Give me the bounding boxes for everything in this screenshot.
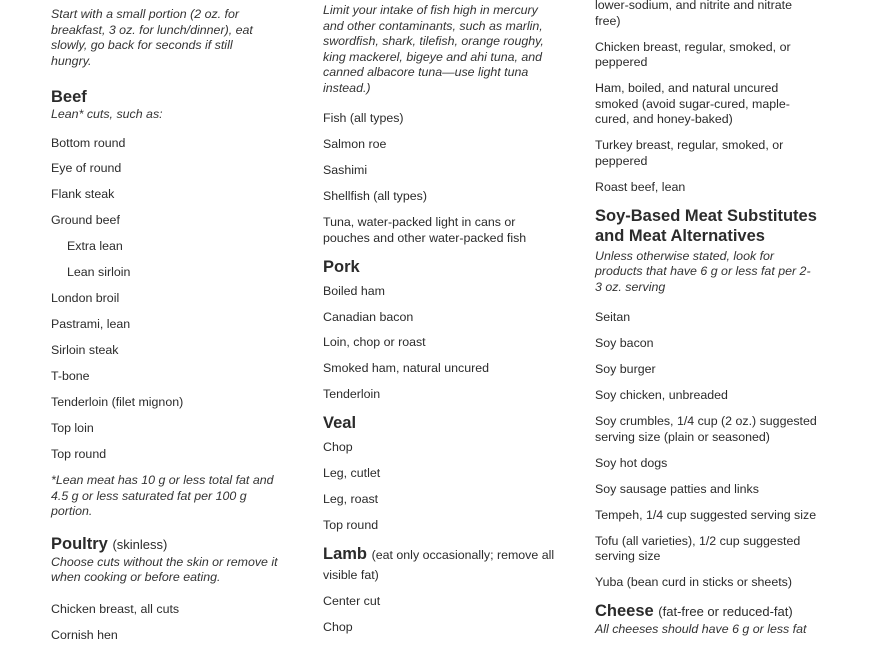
poultry-qualifier: (skinless) [112,536,168,552]
list-item: Soy bacon [595,336,654,351]
list-item: Soy sausage patties and links [595,481,759,496]
fish-list [323,111,559,246]
beef-heading: Beef [51,88,87,106]
list-item: Fish (all types) [323,111,404,125]
veal-list [323,440,559,534]
list-item: Chop [323,440,353,455]
list-item: Turkey breast, regular, smoked, or peppered [595,138,784,168]
list-item: Sirloin steak [51,343,119,358]
list-item: Chop [323,620,353,635]
mercury-note: Limit your intake of fish high in mercury and other contaminants, such as marlin, swordfish, shark, tilefish, orange roughy, king mackerel, bigeye and ahi tuna, and canned albacore tuna—use light tuna instead.) [323,3,544,95]
poultry-list [51,602,287,644]
lamb-title: Lamb [323,545,368,564]
list-item: Chicken breast, regular, smoked, or peppered [595,39,791,70]
list-item: Sashimi [323,162,368,177]
list-item: Top round [323,518,379,533]
lamb-heading [323,544,557,584]
list-item: Cornish hen [51,627,118,642]
list-item: Yuba (bean curd in sticks or sheets) [595,575,792,590]
list-item: Canadian bacon [323,309,414,324]
list-item: Tuna, water-packed light in cans or pouches and other water-packed fish [323,214,527,245]
list-item: Tenderloin (filet mignon) [51,395,184,410]
list-item: Shellfish (all types) [323,188,427,203]
portion-intro: Start with a small portion (2 oz. for breakfast, 3 oz. for lunch/dinner), eat slowly, go back for seconds if still hungry. [51,7,253,68]
deli-list [595,0,835,196]
lamb-qualifier: (eat only occasionally; remove all visible fat) [323,548,555,583]
list-item: Loin, chop or roast [323,335,426,350]
list-item: Soy crumbles, 1/4 cup (2 oz.) suggested serving size (plain or seasoned) [595,414,817,444]
list-item: Tempeh, 1/4 cup suggested serving size [595,507,817,522]
list-item: Lean sirloin [67,265,131,280]
list-item: Chicken breast, all cuts [51,601,180,616]
list-item: Top round [51,447,107,462]
list-item: Soy hot dogs [595,455,668,470]
list-item: Center cut [323,594,381,609]
cheese-title: Cheese [595,602,654,621]
list-item: lower-sodium, and nitrite and nitrate free) [595,0,792,28]
lean-meat-footnote: *Lean meat has 10 g or less total fat and 4.5 g or less saturated fat per 100 g portion. [51,473,274,519]
beef-list [51,136,287,463]
poultry-note: Choose cuts without the skin or remove it when cooking or before eating. [51,554,278,585]
cheese-note: All cheeses should have 6 g or less fat [595,622,807,637]
soy-heading: Soy-Based Meat Substitutes and Meat Alternatives [595,206,817,245]
list-item: London broil [51,291,120,306]
soy-list [595,310,835,591]
list-item: Extra lean [67,239,123,254]
list-item: Tenderloin [323,387,381,402]
soy-note: Unless otherwise stated, look for products that have 6 g or less fat per 2-3 oz. serving [595,248,811,294]
pork-heading: Pork [323,257,360,276]
poultry-title: Poultry [51,534,108,553]
list-item: Seitan [595,310,631,325]
veal-heading: Veal [323,414,357,433]
list-item: Tofu (all varieties), 1/2 cup suggested serving size [595,533,801,564]
list-item: Roast beef, lean [595,179,686,194]
column-2 [323,0,559,646]
cheese-qualifier: (fat-free or reduced-fat) [658,604,793,620]
column-3 [595,0,835,638]
list-item: Bottom round [51,135,126,150]
list-item: Top loin [51,421,94,436]
list-item: Ground beef [51,213,120,228]
beef-note: Lean* cuts, such as: [51,107,163,121]
list-item: Soy burger [595,362,656,377]
list-item: Ham, boiled, and natural uncured smoked (avoid sugar-cured, maple-cured, and honey-baked) [595,81,790,127]
lamb-list [323,594,559,636]
list-item: Boiled ham [323,283,385,298]
list-item: Flank steak [51,187,115,202]
cheese-heading [595,601,835,622]
list-item: Pastrami, lean [51,317,131,332]
poultry-heading [51,534,287,555]
column-1 [51,0,287,654]
list-item: Leg, roast [323,492,379,507]
list-item: Leg, cutlet [323,466,381,481]
pork-list [323,284,559,404]
list-item: Salmon roe [323,136,387,151]
list-item: Smoked ham, natural uncured [323,361,489,376]
list-item: Eye of round [51,161,122,176]
list-item: T-bone [51,369,90,384]
list-item: Soy chicken, unbreaded [595,388,728,403]
